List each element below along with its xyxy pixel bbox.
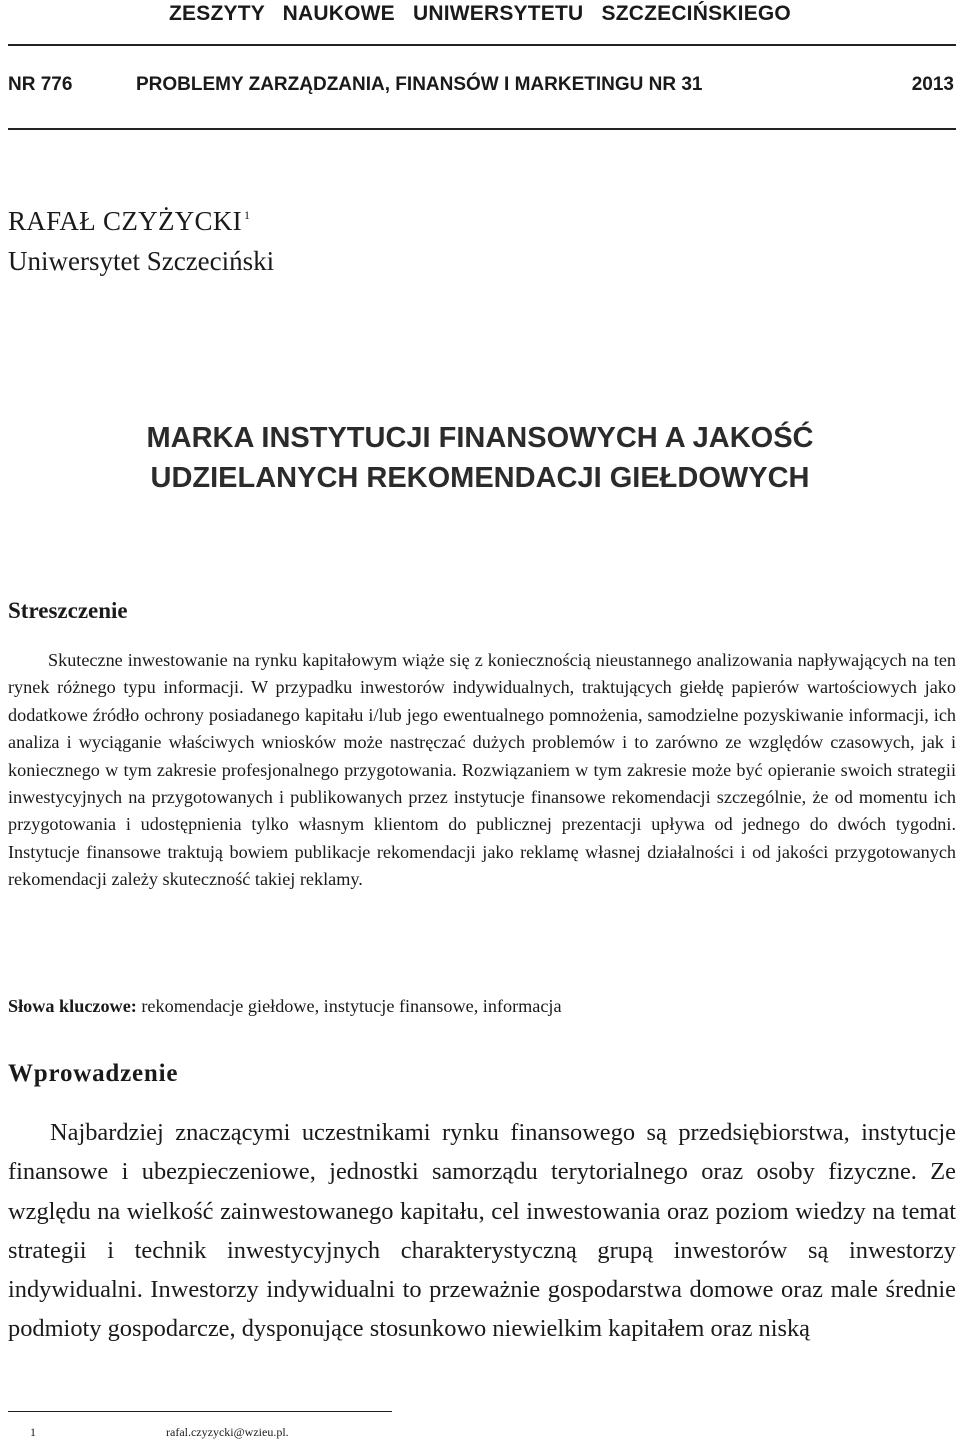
issue-year: 2013 (911, 74, 954, 95)
section-heading-introduction: Wprowadzenie (8, 1060, 179, 1087)
keywords (8, 996, 956, 1017)
abstract-heading: Streszczenie (8, 598, 128, 623)
footnote-mark: 1 (30, 1425, 36, 1439)
author-footnote-mark[interactable]: 1 (243, 208, 251, 222)
keywords-text: rekomendacje giełdowe, instytucje finansowe, informacja (136, 996, 562, 1016)
keywords-label: Słowa kluczowe: (8, 996, 137, 1016)
footnote-email-link[interactable]: rafal.czyzycki@wzieu.pl. (166, 1425, 289, 1439)
introduction-paragraph (8, 1113, 956, 1349)
article-title-line-1: MARKA INSTYTUCJI FINANSOWYCH A JAKOŚĆ (146, 422, 814, 454)
header-rule-bottom (8, 128, 956, 130)
author-name-text: RAFAŁ CZYŻYCKI (8, 206, 242, 236)
footnote (30, 1425, 289, 1440)
author-name (8, 206, 250, 237)
author-affiliation: Uniwersytet Szczeciński (8, 246, 275, 276)
abstract-paragraph (8, 647, 956, 894)
header-rule-top (8, 44, 956, 46)
journal-name: ZESZYTY NAUKOWE UNIWERSYTETU SZCZECIŃSKIEGO (169, 2, 791, 25)
article-title-line-2: UDZIELANYCH REKOMENDACJI GIEŁDOWYCH (150, 462, 810, 494)
issue-row (8, 74, 956, 102)
article-title (0, 418, 960, 498)
issue-number: NR 776 (8, 74, 73, 95)
abstract-text: Skuteczne inwestowanie na rynku kapitałowym wiąże się z koniecznością nieustannego analizowania napływających na ten rynek różnego typu informacji. W przypadku inwestorów indywidualnych, traktujących giełdę papierów wartościowych jako dodatkowe źródło ochrony posiadanego kapitału i/lub jego ewentualnego pomnożenia, samodzielne pozyskiwanie informacji, ich analiza i wyciąganie właściwych wniosków może nastręczać dużych problemów i to zarówno ze względów czasowych, jak i koniecznego w tym zakresie profesjonalnego przygotowania. Rozwiązaniem w tym zakresie może być opieranie swoich strategii inwestycyjnych na przygotowanych i publikowanych przez instytucje finansowe rekomendacji szczególnie, że od momentu ich przygotowania i udostępnienia tylko własnym klientom do publicznej prezentacji upływa od jednego do dwóch tygodni. Instytucje finansowe traktują bowiem publikacje rekomendacji jako reklamę własnej działalności i od jakości przygotowanych rekomendacji zależy skuteczność takiej reklamy. (8, 650, 956, 890)
introduction-text: Najbardziej znaczącymi uczestnikami rynku finansowego są przedsiębiorstwa, instytucje finansowe i ubezpieczeniowe, jednostki samorządu terytorialnego oraz osoby fizyczne. Ze względu na wielkość zainwestowanego kapitału, cel inwestowania oraz poziom wiedzy na temat strategii i technik inwestycyjnych charakterystyczną grupą inwestorów są inwestorzy indywidualni. Inwestorzy indywidualni to przeważnie gospodarstwa domowe oraz male średnie podmioty gospodarcze, dysponujące stosunkowo niewielkim kapitałem oraz niską (8, 1119, 956, 1343)
series-title: PROBLEMY ZARZĄDZANIA, FINANSÓW I MARKETINGU NR 31 (136, 74, 703, 95)
footnote-rule (8, 1411, 392, 1412)
